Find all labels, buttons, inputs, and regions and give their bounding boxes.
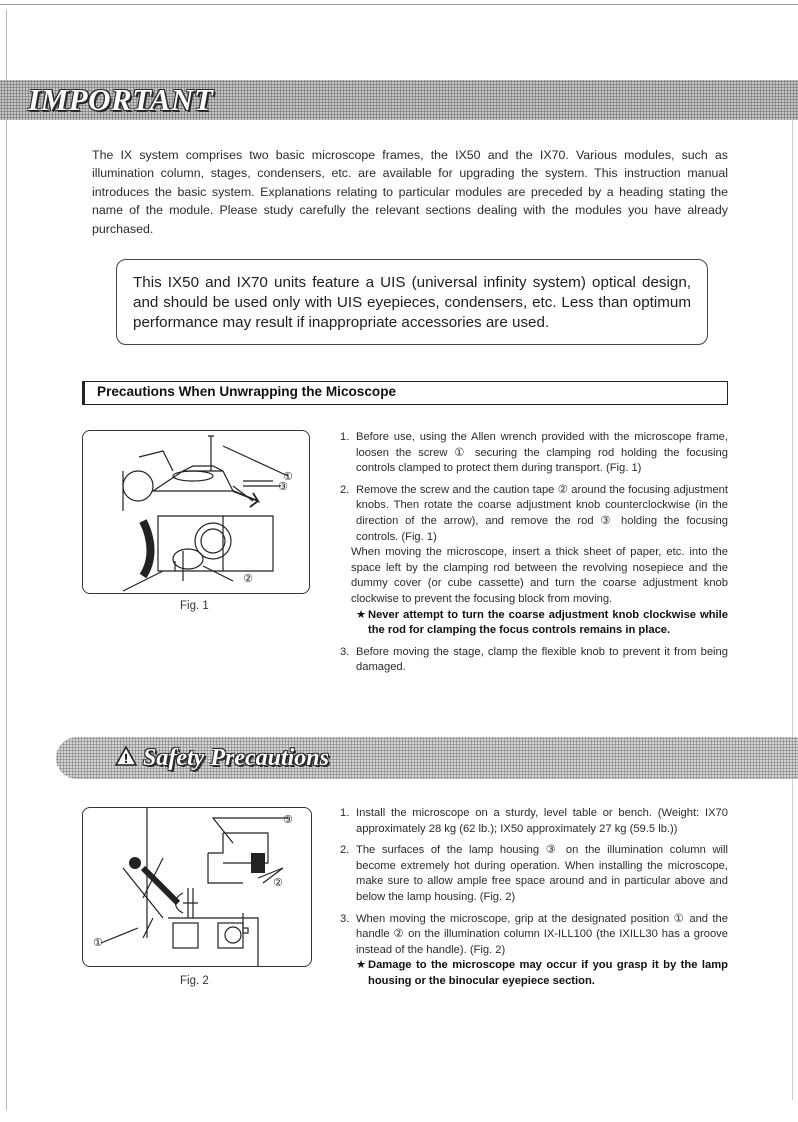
unwrapping-heading: Precautions When Unwrapping the Micoscope — [97, 384, 397, 399]
fig1-callout-3: ③ — [278, 480, 288, 493]
unwrapping-steps — [340, 430, 728, 682]
microscope-carry-illustration — [83, 808, 311, 966]
step-text: Before use, using the Allen wrench provided with the microscope frame, loosen the screw ① securing the clamping rod holding the focusing controls clamped to protect them during transport. (Fig. 1) — [356, 431, 728, 475]
list-item — [340, 483, 728, 639]
step-number: 3. — [340, 645, 350, 658]
figure-1-caption: Fig. 1 — [180, 600, 209, 612]
uis-notice-text: This IX50 and IX70 units feature a UIS (universal infinity system) optical design, and should be used only with UIS eyepieces, condensers, etc. Less than optimum performance may result if inappropriate accessories are used. — [133, 274, 691, 331]
figure-1 — [82, 430, 310, 594]
intro-paragraph: The IX system comprises two basic microscope frames, the IX50 and the IX70. Various modules, such as illumination column, stages, condensers, etc. are available for upgrading the system. This instruction manual introduces the basic system. Explanations relating to particular modules are preceded by a heading stating the name of the module. Please study carefully the relevant sections dealing with the modules you have already purchased. — [92, 148, 728, 236]
step-number: 1. — [340, 431, 350, 443]
warning-note — [356, 608, 728, 639]
warning-note — [356, 958, 728, 989]
step-text: Remove the screw and the caution tape ② around the focusing adjustment knobs. Then rotate the coarse adjustment knob counterclockwise (in the direction of the arrow), and remove the rod ③ holding the focusing controls. (Fig. 1) — [356, 483, 728, 543]
warning-text: Never attempt to turn the coarse adjustment knob clockwise while the rod for clamping the focus controls remains in place. — [368, 608, 728, 637]
step-text: Install the microscope on a sturdy, level table or bench. (Weight: IX70 approximately 28 kg (62 lb.); IX50 approximately 27 kg (59.5 lb.)) — [356, 807, 728, 835]
list-item — [340, 806, 728, 837]
list-item — [340, 912, 728, 990]
left-margin-line — [6, 10, 7, 1110]
fig2-callout-1: ① — [93, 936, 103, 949]
microscope-unwrap-illustration — [83, 431, 309, 593]
right-margin-line — [792, 90, 793, 1100]
important-title: IMPORTANT — [28, 82, 214, 117]
fig2-callout-2: ② — [273, 876, 283, 889]
safety-title: Safety Precautions — [143, 745, 329, 771]
figure-2 — [82, 807, 312, 967]
step-number: 3. — [340, 912, 350, 925]
warning-icon-mark: ! — [123, 752, 129, 766]
star-icon: ★ — [356, 608, 367, 621]
step-extra-text: When moving the microscope, insert a thick sheet of paper, etc. into the space left by the clamping rod between the revolving nosepiece and the dummy cover (or cube cassette) and turn the coarse adjustment knob clockwise to prevent the focusing block from moving. — [351, 546, 728, 605]
step-number: 2. — [340, 844, 350, 857]
list-item — [340, 843, 728, 905]
step-number: 1. — [340, 807, 350, 819]
warning-text: Damage to the microscope may occur if you grasp it by the lamp housing or the binocular eyepiece section. — [368, 959, 728, 987]
step-text: When moving the microscope, grip at the designated position ① and the handle ② on the illumination column IX-ILL100 (the IXILL30 has a groove instead of the handle). (Fig. 2) — [356, 912, 728, 956]
step-text: Before moving the stage, clamp the flexible knob to prevent it from being damaged. — [356, 645, 728, 674]
unwrapping-heading-box — [82, 381, 728, 405]
safety-steps — [340, 806, 728, 996]
figure-2-caption: Fig. 2 — [180, 975, 209, 987]
list-item — [340, 645, 728, 676]
step-number: 2. — [340, 483, 350, 496]
fig1-callout-1: ① — [283, 470, 293, 483]
star-icon: ★ — [356, 959, 367, 972]
list-item — [340, 430, 728, 477]
uis-notice-box — [116, 259, 708, 345]
fig1-callout-2: ② — [243, 572, 253, 585]
fig2-callout-3: ③ — [283, 813, 293, 826]
step-text: The surfaces of the lamp housing ③ on the illumination column will become extremely hot during operation. When installing the microscope, make sure to allow ample free space around and in particular above and below the lamp housing. (Fig. 2) — [356, 844, 728, 903]
top-rule — [0, 4, 798, 5]
warning-triangle-icon — [115, 746, 137, 766]
